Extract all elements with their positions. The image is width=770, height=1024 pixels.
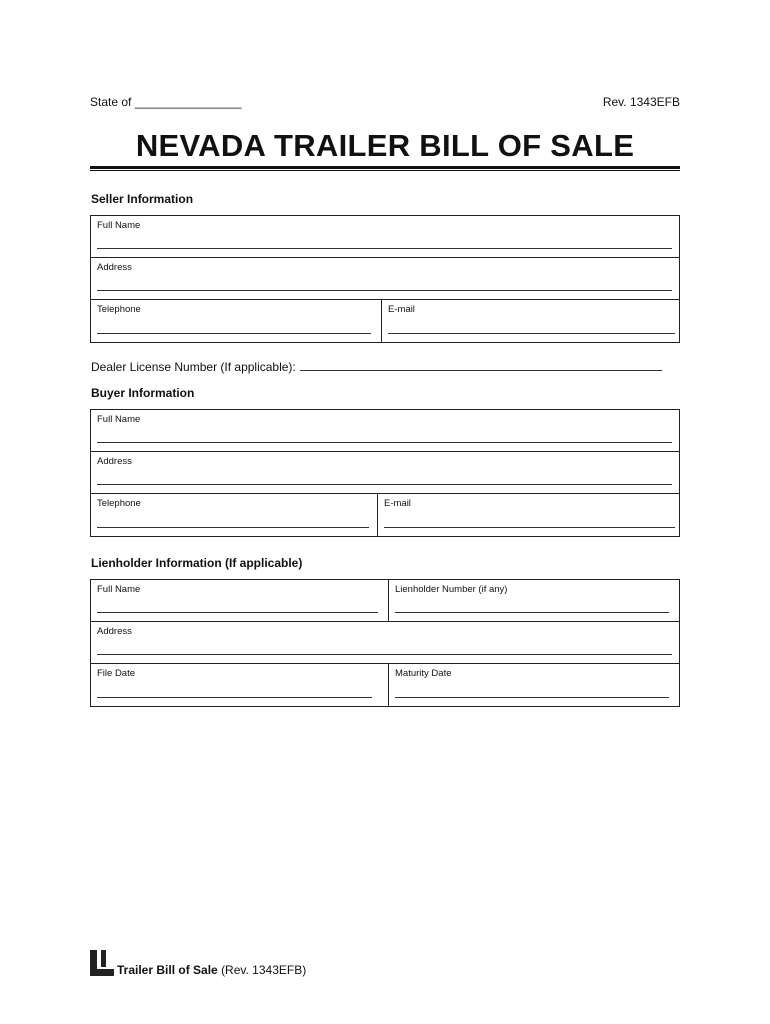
seller-section-heading: Seller Information	[91, 192, 194, 206]
footer-text	[117, 963, 306, 977]
title-rule	[90, 166, 680, 171]
buyer-section-heading: Buyer Information	[91, 386, 195, 400]
buyer-address-field[interactable]	[97, 484, 672, 485]
buyer-full-name-label: Full Name	[97, 414, 141, 425]
lienholder-full-name-cell	[91, 580, 388, 621]
lienholder-maturity-date-label: Maturity Date	[395, 668, 452, 679]
seller-address-row	[91, 258, 679, 300]
seller-address-label: Address	[97, 262, 132, 273]
state-label: State of ________________	[90, 95, 242, 109]
document-title: NEVADA TRAILER BILL OF SALE	[135, 128, 635, 163]
brand-logo-icon	[90, 950, 114, 976]
buyer-contact-row	[91, 494, 679, 536]
buyer-telephone-cell	[91, 494, 377, 536]
lienholder-address-field[interactable]	[97, 654, 672, 655]
seller-telephone-label: Telephone	[97, 304, 141, 315]
lienholder-number-field[interactable]	[395, 612, 669, 613]
seller-info-box	[90, 215, 680, 343]
seller-full-name-row	[91, 216, 679, 258]
lienholder-number-label: Lienholder Number (if any)	[395, 584, 508, 595]
seller-full-name-label: Full Name	[97, 220, 141, 231]
buyer-full-name-row	[91, 410, 679, 452]
dealer-license-line	[91, 360, 662, 374]
lienholder-file-date-cell	[91, 664, 388, 706]
buyer-email-label: E-mail	[384, 498, 411, 509]
lienholder-file-date-label: File Date	[97, 668, 136, 679]
footer-document-name: Trailer Bill of Sale	[117, 963, 218, 977]
revision-label: Rev. 1343EFB	[602, 95, 680, 109]
lienholder-info-box	[90, 579, 680, 707]
lienholder-file-date-field[interactable]	[97, 697, 372, 698]
seller-contact-row	[91, 300, 679, 342]
lienholder-full-name-label: Full Name	[97, 584, 141, 595]
seller-email-cell	[381, 300, 679, 342]
seller-telephone-field[interactable]	[97, 333, 371, 334]
lienholder-section-heading: Lienholder Information (If applicable)	[91, 556, 303, 570]
seller-email-field[interactable]	[388, 333, 675, 334]
buyer-email-cell	[377, 494, 679, 536]
lienholder-maturity-date-cell	[388, 664, 679, 706]
lienholder-dates-row	[91, 664, 679, 706]
seller-address-field[interactable]	[97, 290, 672, 291]
lienholder-address-row	[91, 622, 679, 664]
buyer-telephone-label: Telephone	[97, 498, 141, 509]
buyer-address-label: Address	[97, 456, 132, 467]
footer-revision: (Rev. 1343EFB)	[221, 963, 307, 977]
buyer-telephone-field[interactable]	[97, 527, 369, 528]
lienholder-full-name-field[interactable]	[97, 612, 378, 613]
lienholder-address-label: Address	[97, 626, 132, 637]
buyer-full-name-field[interactable]	[97, 442, 672, 443]
seller-email-label: E-mail	[388, 304, 415, 315]
lienholder-name-row	[91, 580, 679, 622]
seller-full-name-field[interactable]	[97, 248, 672, 249]
dealer-license-field[interactable]	[300, 361, 662, 371]
lienholder-number-cell	[388, 580, 679, 621]
dealer-license-label: Dealer License Number (If applicable):	[91, 360, 296, 374]
buyer-address-row	[91, 452, 679, 494]
lienholder-maturity-date-field[interactable]	[395, 697, 669, 698]
seller-telephone-cell	[91, 300, 381, 342]
buyer-email-field[interactable]	[384, 527, 675, 528]
buyer-info-box	[90, 409, 680, 537]
